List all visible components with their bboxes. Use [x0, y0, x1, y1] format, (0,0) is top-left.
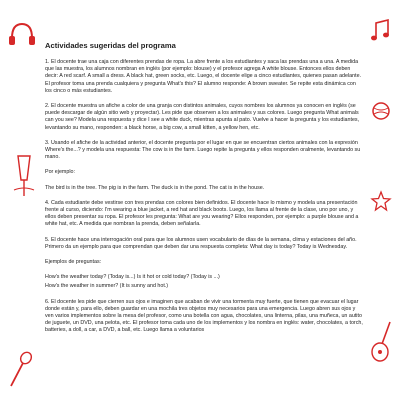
ball-icon	[370, 100, 392, 122]
paragraph-activity-5: 5. El docente hace una interrogación oral para que los alumnos usen vocabulario de días de la semana, clima y estaciones del año. Primero da un ejemplo para que comprendan que deben dar una respuesta completa: What day is today? Today is Wednesday.	[45, 236, 357, 250]
document-content	[45, 41, 363, 343]
headphones-icon	[6, 20, 38, 50]
star-icon	[370, 190, 392, 212]
document-title: Actividades sugeridas del programa	[45, 41, 176, 50]
guitar-icon	[368, 318, 394, 364]
paragraph-activity-1: 1. El docente trae una caja con diferentes prendas de ropa. La abre frente a los estudiantes y saca las prendas una a una. A medida que las muestra, los alumnos nombran en inglés (por ejemplo: blouse) y el profesor agrega A white blouse. Entonces ellos deben decir: A red scarf. A small a dress. A black hat, green socks, etc. Luego, el docente elige a cinco estudiantes, quienes pasan adelante. El profesor toma una prenda cualquiera y pregunta What's this? El alumno responde: A brown sweater. Se repite esta dinámica con los cinco o más estudiantes.	[45, 59, 362, 94]
microphone-icon	[6, 350, 34, 390]
paragraph-question-2: How's the weather in summer? (It is sunny and hot.)	[45, 283, 169, 290]
wand-icon	[8, 150, 42, 200]
paragraph-activity-3: 3. Usando el afiche de la actividad anterior, el docente pregunta por el lugar en que se encuentran ciertos animales con la expresión Where's the...? y modela una respuesta: The cow is in the farm. Luego repite la pregunta y ellos responden oralmente, levantando su mano.	[45, 139, 361, 161]
paragraph-questions-label: Ejemplos de preguntas:	[45, 259, 102, 266]
paragraph-example: The bird is in the tree. The pig is in the farm. The duck is in the pond. The cat is in the house.	[45, 184, 265, 191]
paragraph-activity-2: 2. El docente muestra un afiche a color de una granja con distintos animales, cuyos nombres los alumnos ya conocen en inglés (se puede descargar de algún sitio web y proyectar). Les pide que observen a los animales y sus colores. Luego pregunta What animals can you see? Modela una respuesta y dice I see a white duck, mientras apunta al pato. Vuelve a hacer la pregunta y los estudiantes, levantando su mano, responden: a black horse, a big cow, a small kitten, a yellow hen, etc.	[45, 103, 360, 131]
paragraph-activity-6: 6. El docente les pide que cierren sus ojos e imaginen que acaban de vivir una tormenta muy fuerte, que tienen que evacuar el lugar donde están y, para ello, deben guardar en una mochila tres objetos muy necesarios para una emergencia. Luego abren sus ojos y ven varios implementos sobre la mesa del profesor, como una botella con agua, chocolates, una linterna, pilas, una muñeca, un autito de juguete, un DVD, una pelota, etc. El profesor toma cada uno de los implementos y los nombra en inglés: water, chocolates, a torch, batteries, a doll, a car, a DVD, a ball, etc. Luego llama a voluntarios	[45, 298, 363, 334]
paragraph-example-label: Por ejemplo:	[45, 169, 75, 176]
music-note-icon	[368, 18, 392, 44]
paragraph-question-1: How's the weather today? (Today is...) Is it hot or cold today? (Today is ...)	[45, 274, 220, 281]
paragraph-activity-4: 4. Cada estudiante debe vestirse con tres prendas con colores bien definidos. El docente hace lo mismo y modela una presentación frente al curso, diciendo: I'm wearing a blue jacket, a red hat and black boots. Luego, los llama al frente de la clase, uno por uno, y ellos deben presentar su ropa. El profesor les pregunta: What are you wearing? Ellos responden, por ejemplo: a purple blouse and a white hat, etc. A medida que nombran la prenda, deben señalarla.	[45, 199, 359, 228]
